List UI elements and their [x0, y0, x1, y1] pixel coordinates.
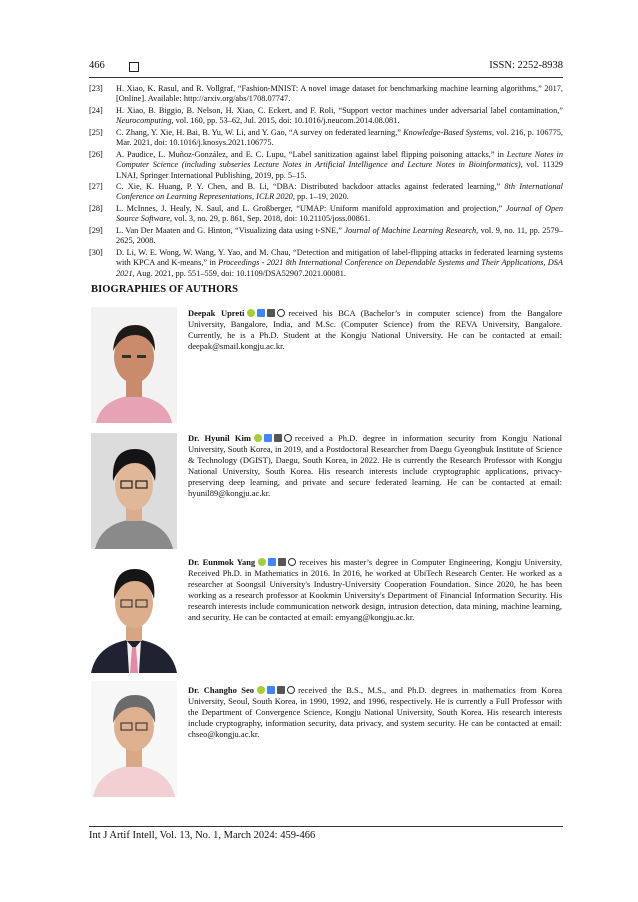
web-of-science-icon[interactable] [277, 309, 285, 317]
header-rule [89, 77, 563, 78]
footer-rule [89, 826, 563, 827]
author-bio [188, 557, 562, 623]
reference-item: [27] C. Xie, K. Huang, P. Y. Chen, and B. Li, “DBA: Distributed backdoor attacks against federated learning,” 8th International Conference on Learning Representations, ICLR 2020, pp. 1–19, 2020. [89, 182, 563, 202]
google-scholar-icon[interactable] [257, 309, 265, 317]
author-bio-text: receives his master’s degree in Computer Engineering, Kongju University, Received Ph.D. in Mathematics in 2016. In 2016, he worked at UbiTech Research Center. He worked as a researcher at Soongsil University's Industry-University Cooperation Foundation. Since 2020, he has been working as a research professor at Kookmin University's Department of Financial Information Security. His research interests include communication network design, intrusion detection, data mining, machine learning, and security. He can be contacted at email: emyang@kongju.ac.kr. [188, 557, 562, 622]
author-photo [91, 681, 177, 797]
author-bio-text: received a Ph.D. degree in information security from Kongju National University, South Korea, in 2019, and a Postdoctoral Researcher from Daegu Gyeongbuk Institute of Science & Technology (DGIST), Daegu, South Korea, in 2022. He is currently the Research Professor with Kongju National University, South Korea. His research interests include cryptographic applications, privacy-preserving deep learning, and private and secure federated learning. He can be contacted at email: hyunil89@kongju.ac.kr. [188, 433, 562, 498]
scopus-icon[interactable] [277, 686, 285, 694]
scopus-icon[interactable] [278, 558, 286, 566]
author-name: Dr. Hyunil Kim [188, 433, 251, 443]
google-scholar-icon[interactable] [268, 558, 276, 566]
reference-item: [26] A. Paudice, L. Muñoz-González, and E. C. Lupu, “Label sanitization against label flipping poisoning attacks,” in Lecture Notes in Computer Science (including subseries Lecture Notes in Artificial Intelligence and Lecture Notes in Bioinformatics), vol. 11329 LNAI, Springer International Publishing, 2019, pp. 5–15. [89, 149, 563, 180]
author-name: Dr. Eunmok Yang [188, 557, 256, 567]
reference-item: [28] L. McInnes, J. Healy, N. Saul, and L. Großberger, “UMAP: Uniform manifold approximation and projection,” Journal of Open Source Software, vol. 3, no. 29, p. 861, Sep. 2018, doi: 10.21105/joss.00861. [89, 203, 564, 224]
orcid-icon[interactable] [247, 309, 255, 317]
author-bio [188, 308, 562, 352]
google-scholar-icon[interactable] [264, 434, 272, 442]
author-bio [188, 685, 562, 740]
biographies-heading: BIOGRAPHIES OF AUTHORS [91, 284, 239, 295]
google-scholar-icon[interactable] [267, 686, 275, 694]
author-name: Deepak Upreti [188, 308, 245, 318]
web-of-science-icon[interactable] [284, 434, 292, 442]
author-name: Dr. Changho Seo [188, 685, 255, 695]
orcid-icon[interactable] [258, 558, 266, 566]
scopus-icon[interactable] [267, 309, 275, 317]
page-footer: Int J Artif Intell, Vol. 13, No. 1, March 2024: 459-466 [89, 830, 316, 841]
orcid-icon[interactable] [257, 686, 265, 694]
author-photo [91, 557, 177, 673]
scopus-icon[interactable] [274, 434, 282, 442]
issn-label: ISSN: 2252-8938 [489, 60, 563, 71]
author-bio-text: received the B.S., M.S., and Ph.D. degrees in mathematics from Korea University, Seoul, South Korea, in 1990, 1992, and 1996, respectively. He is currently a Full Professor with the Department of Convergence Science, Kongju National University, South Korea. His research interests include cryptography, information security, data privacy, and system security. He can be contacted at email: chseo@kongju.ac.kr. [188, 685, 562, 739]
web-of-science-icon[interactable] [287, 686, 295, 694]
web-of-science-icon[interactable] [288, 558, 296, 566]
orcid-icon[interactable] [254, 434, 262, 442]
author-bio-text: received his BCA (Bachelor’s in computer science) from the Bangalore University, Bangalore, India, and M.Sc. (Computer Science) from the REVA University, Bangalore. Currently, he is a Ph.D. Student at the Kongju National University. He can be contacted at email: deepak@smail.kongju.ac.kr. [188, 308, 562, 351]
reference-item: [29] L. Van Der Maaten and G. Hinton, “Visualizing data using t-SNE,” Journal of Machine Learning Research, vol. 9, no. 11, pp. 2579–2625, 2008. [89, 225, 563, 246]
reference-list [89, 84, 563, 280]
author-photo [91, 307, 177, 423]
checkbox-icon [129, 62, 139, 72]
reference-item: [30] D. Li, W. E. Wong, W. Wang, Y. Yao, and M. Chau, “Detection and mitigation of label-flipping attacks in federated learning systems with KPCA and K-means,” in Proceedings - 2021 8th International Conference on Dependable Systems and Their Applications, DSA 2021, Aug. 2021, pp. 551–559, doi: 10.1109/DSA52907.2021.00081. [89, 247, 564, 278]
reference-item: [23] H. Xiao, K. Rasul, and R. Vollgraf, “Fashion-MNIST: A novel image dataset for benchmarking machine learning algorithms,” 2017, [Online]. Available: http://arxiv.org/abs/1708.07747. [89, 84, 563, 104]
reference-item: [25] C. Zhang, Y. Xie, H. Bai, B. Yu, W. Li, and Y. Gao, “A survey on federated learning,” Knowledge-Based Systems, vol. 216, p. 106775, Mar. 2021, doi: 10.1016/j.knosys.2021.106775. [89, 127, 563, 148]
reference-item: [24] H. Xiao, B. Biggio, B. Nelson, H. Xiao, C. Eckert, and F. Roli, “Support vector machines under adversarial label contamination,” Neurocomputing, vol. 160, pp. 53–62, Jul. 2015, doi: 10.1016/j.neucom.2014.08.081. [89, 105, 563, 126]
author-bio [188, 433, 562, 499]
page-header [89, 60, 563, 76]
page-number: 466 [89, 60, 105, 71]
author-photo [91, 433, 177, 549]
